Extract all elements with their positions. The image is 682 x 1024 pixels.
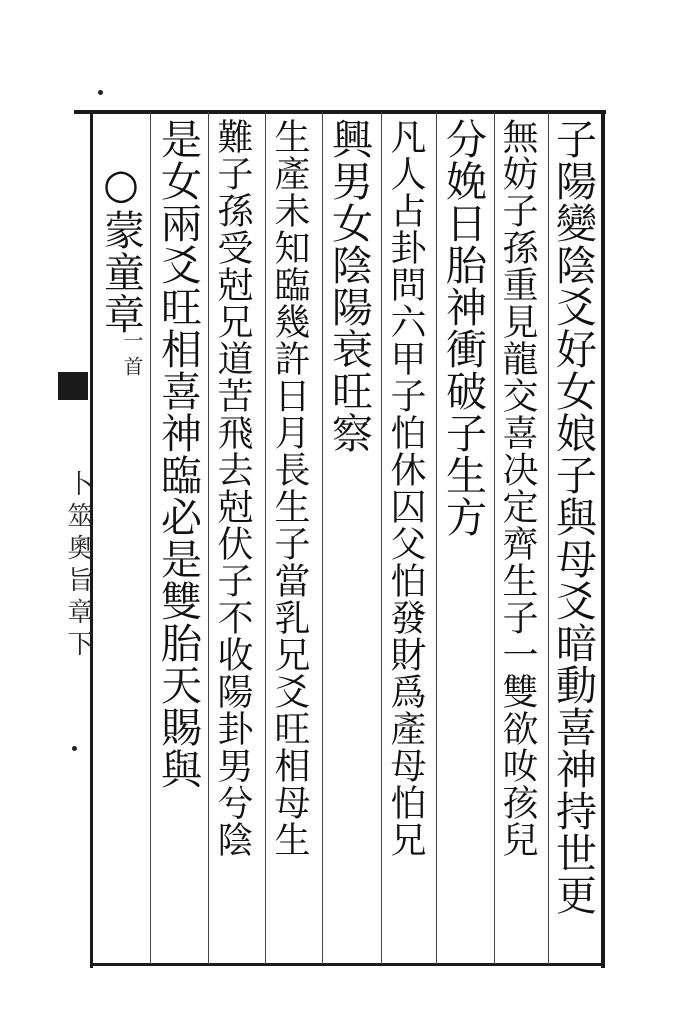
top-border <box>74 110 606 114</box>
column-divider <box>381 112 382 964</box>
column-divider <box>208 112 209 964</box>
fish-tail-mark <box>58 372 88 400</box>
column-divider <box>265 112 266 964</box>
column-divider <box>322 112 323 964</box>
text-column-1: 子陽變陰爻好女娘子與母爻暗動喜神持世更 <box>549 118 597 916</box>
right-border <box>601 110 605 968</box>
text-column-2: 無妨子孫重見龍交喜决定齊生子一雙欲𠯆孩兒 <box>497 118 538 858</box>
section-title: ○蒙童章 <box>97 160 145 335</box>
text-column-5: 興男女陰陽衰旺察 <box>325 118 373 454</box>
text-column-6: 生產未知臨幾許日月長生子當乳兄爻旺相母生 <box>269 118 310 858</box>
text-column-3: 分娩日胎神衝破子生方 <box>439 118 487 538</box>
juan-label: 一首 <box>120 330 144 382</box>
ink-dot <box>98 90 103 95</box>
column-divider <box>436 112 437 964</box>
text-column-8: 是女兩爻旺相喜神臨必是雙胎天賜與 <box>154 118 202 790</box>
text-column-4: 凡人占卦問六甲子怕休囚父怕發財爲產母怕兄 <box>385 118 426 858</box>
margin-text: 卜筮奧旨章下 <box>63 470 93 662</box>
bottom-border <box>90 963 605 966</box>
text-column-7: 難子孫受尅兄道苦飛去尅伏子不收陽卦男兮陰 <box>212 118 253 858</box>
ink-dot <box>72 746 77 751</box>
column-divider <box>494 112 495 964</box>
column-divider <box>150 112 151 964</box>
